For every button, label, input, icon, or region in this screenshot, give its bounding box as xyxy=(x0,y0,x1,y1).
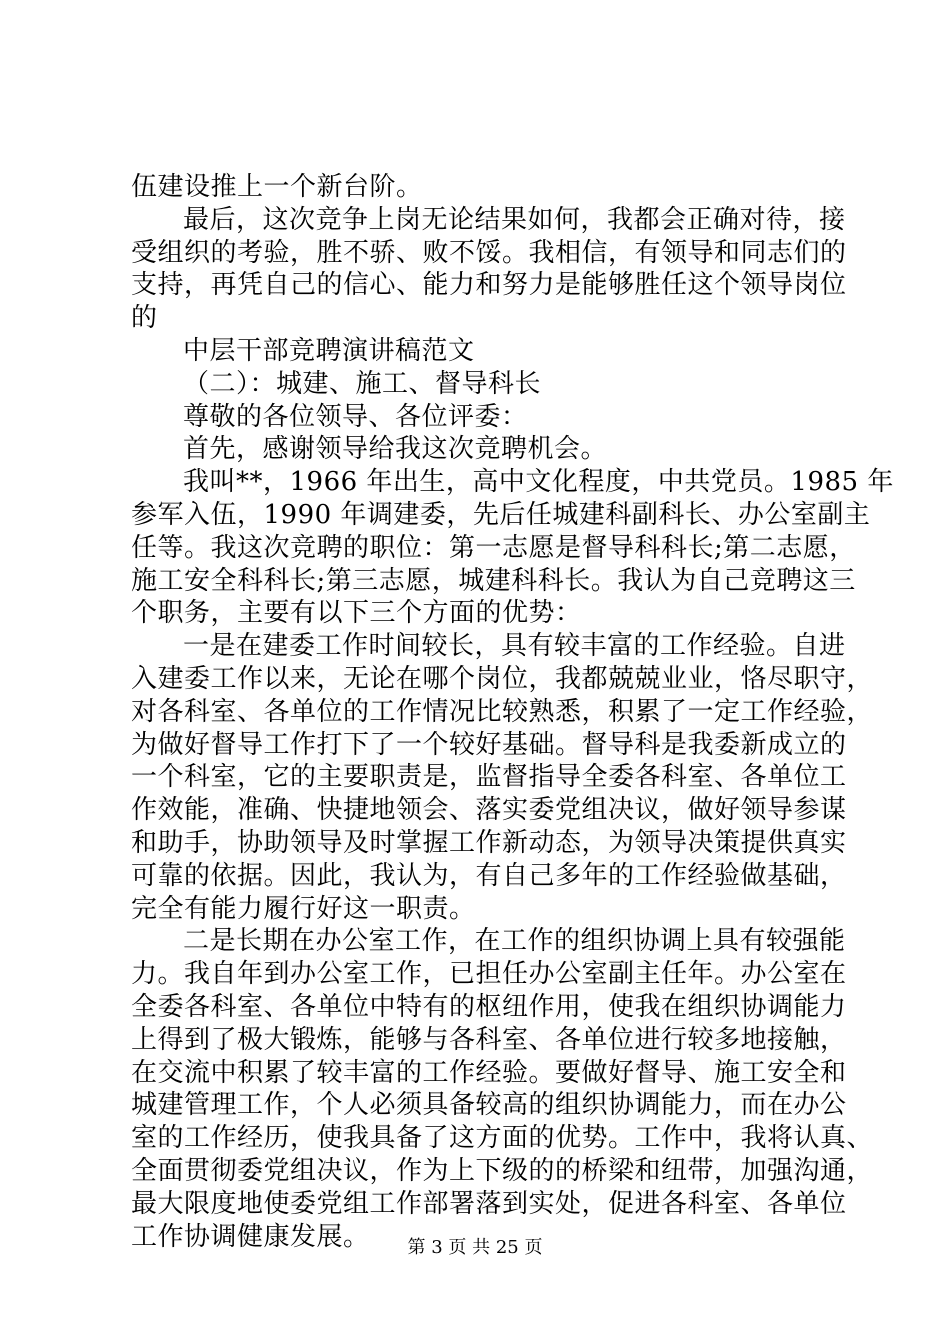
text-line: 二是长期在办公室工作，在工作的组织协调上具有较强能 xyxy=(183,926,846,957)
text-line: 城建管理工作，个人必须具备较高的组织协调能力，而在办公 xyxy=(131,1090,847,1121)
text-line: （二）：城建、施工、督导科长 xyxy=(183,368,542,399)
text-line: 支持，再凭自己的信心、能力和努力是能够胜任这个领导岗位 xyxy=(131,270,847,301)
page-footer: 第 3 页 共 25 页 xyxy=(407,1237,543,1258)
text-line: 一个科室，它的主要职责是，监督指导全委各科室、各单位工 xyxy=(131,762,847,793)
text-line: 伍建设推上一个新台阶。 xyxy=(131,172,423,202)
text-line: 室的工作经历，使我具备了这方面的优势。工作中，我将认真、 xyxy=(131,1123,874,1154)
text-line: 力。我自年到办公室工作，已担任办公室副主任年。办公室在 xyxy=(131,959,847,990)
text-line: 全委各科室、各单位中特有的枢纽作用，使我在组织协调能力 xyxy=(131,991,847,1022)
text-line: 最后，这次竞争上岗无论结果如何，我都会正确对待，接 xyxy=(183,204,846,235)
text-line: 最大限度地使委党组工作部署落到实处，促进各科室、各单位 xyxy=(131,1188,847,1219)
text-line: 和助手，协助领导及时掌握工作新动态，为领导决策提供真实 xyxy=(131,827,847,858)
text-line: 入建委工作以来，无论在哪个岗位，我都兢兢业业，恪尽职守， xyxy=(131,663,874,694)
text-line: 的 xyxy=(131,303,158,334)
text-line: 对各科室、各单位的工作情况比较熟悉，积累了一定工作经验， xyxy=(131,696,874,727)
text-line: 可靠的依据。因此，我认为，有自己多年的工作经验做基础， xyxy=(131,860,847,891)
text-line: 上得到了极大锻炼，能够与各科室、各单位进行较多地接触， xyxy=(131,1024,847,1055)
text-line: 任等。我这次竞聘的职位：第一志愿是督导科科长;第二志愿， xyxy=(131,532,856,563)
text-line: 一是在建委工作时间较长，具有较丰富的工作经验。自进 xyxy=(183,631,846,662)
text-line: 全面贯彻委党组决议，作为上下级的的桥梁和纽带，加强沟通， xyxy=(131,1155,874,1186)
text-line: 我叫**，1966 年出生，高中文化程度，中共党员。1985 年 xyxy=(183,467,894,498)
document-body xyxy=(131,171,894,1253)
text-line: 尊敬的各位领导、各位评委： xyxy=(183,401,528,432)
text-line: 受组织的考验，胜不骄、败不馁。我相信，有领导和同志们的 xyxy=(131,237,847,268)
text-line: 工作协调健康发展。 xyxy=(131,1221,370,1252)
text-line: 中层干部竞聘演讲稿范文 xyxy=(183,335,475,366)
text-line: 作效能，准确、快捷地领会、落实委党组决议，做好领导参谋 xyxy=(131,795,847,826)
text-line: 为做好督导工作打下了一个较好基础。督导科是我委新成立的 xyxy=(131,729,847,760)
text-line: 参军入伍，1990 年调建委，先后任城建科副科长、办公室副主 xyxy=(131,499,871,530)
text-line: 个职务，主要有以下三个方面的优势： xyxy=(131,598,582,629)
text-line: 施工安全科科长;第三志愿，城建科科长。我认为自己竞聘这三 xyxy=(131,565,856,596)
text-line: 首先，感谢领导给我这次竞聘机会。 xyxy=(183,434,608,465)
text-line: 完全有能力履行好这一职责。 xyxy=(131,893,476,924)
text-line: 在交流中积累了较丰富的工作经验。要做好督导、施工安全和 xyxy=(131,1057,847,1088)
